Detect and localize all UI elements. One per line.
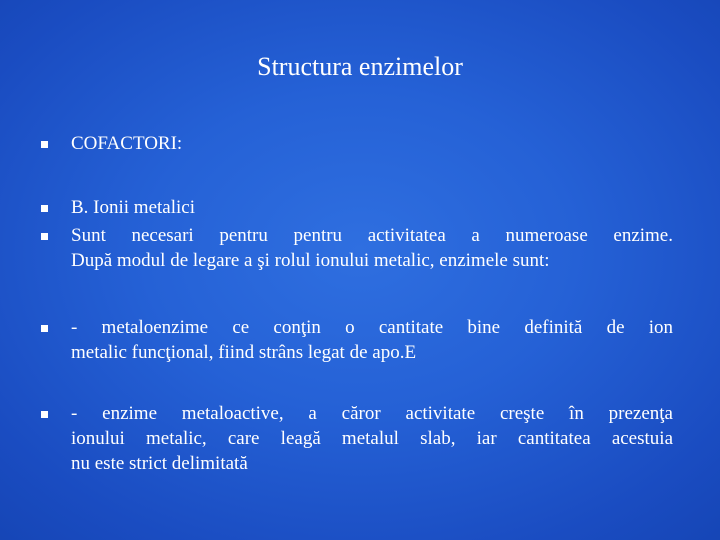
list-item xyxy=(71,223,673,273)
list-item xyxy=(71,195,673,220)
list-item-line: COFACTORI: xyxy=(71,133,183,154)
square-bullet-icon xyxy=(41,411,48,418)
list-item-line: ionului metalic, care leagă metalul slab, iar cantitatea acestuia xyxy=(71,428,673,449)
list-item-line: - enzime metaloactive, a căror activitate creşte în prezenţa xyxy=(71,403,673,424)
list-item xyxy=(71,131,673,156)
list-item-line: nu este strict delimitată xyxy=(71,453,248,474)
slide-title: Structura enzimelor xyxy=(257,52,463,81)
list-item-line: B. Ionii metalici xyxy=(71,197,196,218)
square-bullet-icon xyxy=(41,205,48,212)
list-item-line: metalic funcţional, fiind strâns legat de apo.E xyxy=(71,342,417,363)
list-item-line: - metaloenzime ce conţin o cantitate bine definită de ion xyxy=(71,317,673,338)
list-item-line: Sunt necesari pentru pentru activitatea a numeroase enzime. xyxy=(71,225,673,246)
square-bullet-icon xyxy=(41,233,48,240)
list-item-line: După modul de legare a şi rolul ionului metalic, enzimele sunt: xyxy=(71,250,550,271)
square-bullet-icon xyxy=(41,141,48,148)
list-item xyxy=(71,401,673,476)
list-item xyxy=(71,315,673,365)
square-bullet-icon xyxy=(41,325,48,332)
